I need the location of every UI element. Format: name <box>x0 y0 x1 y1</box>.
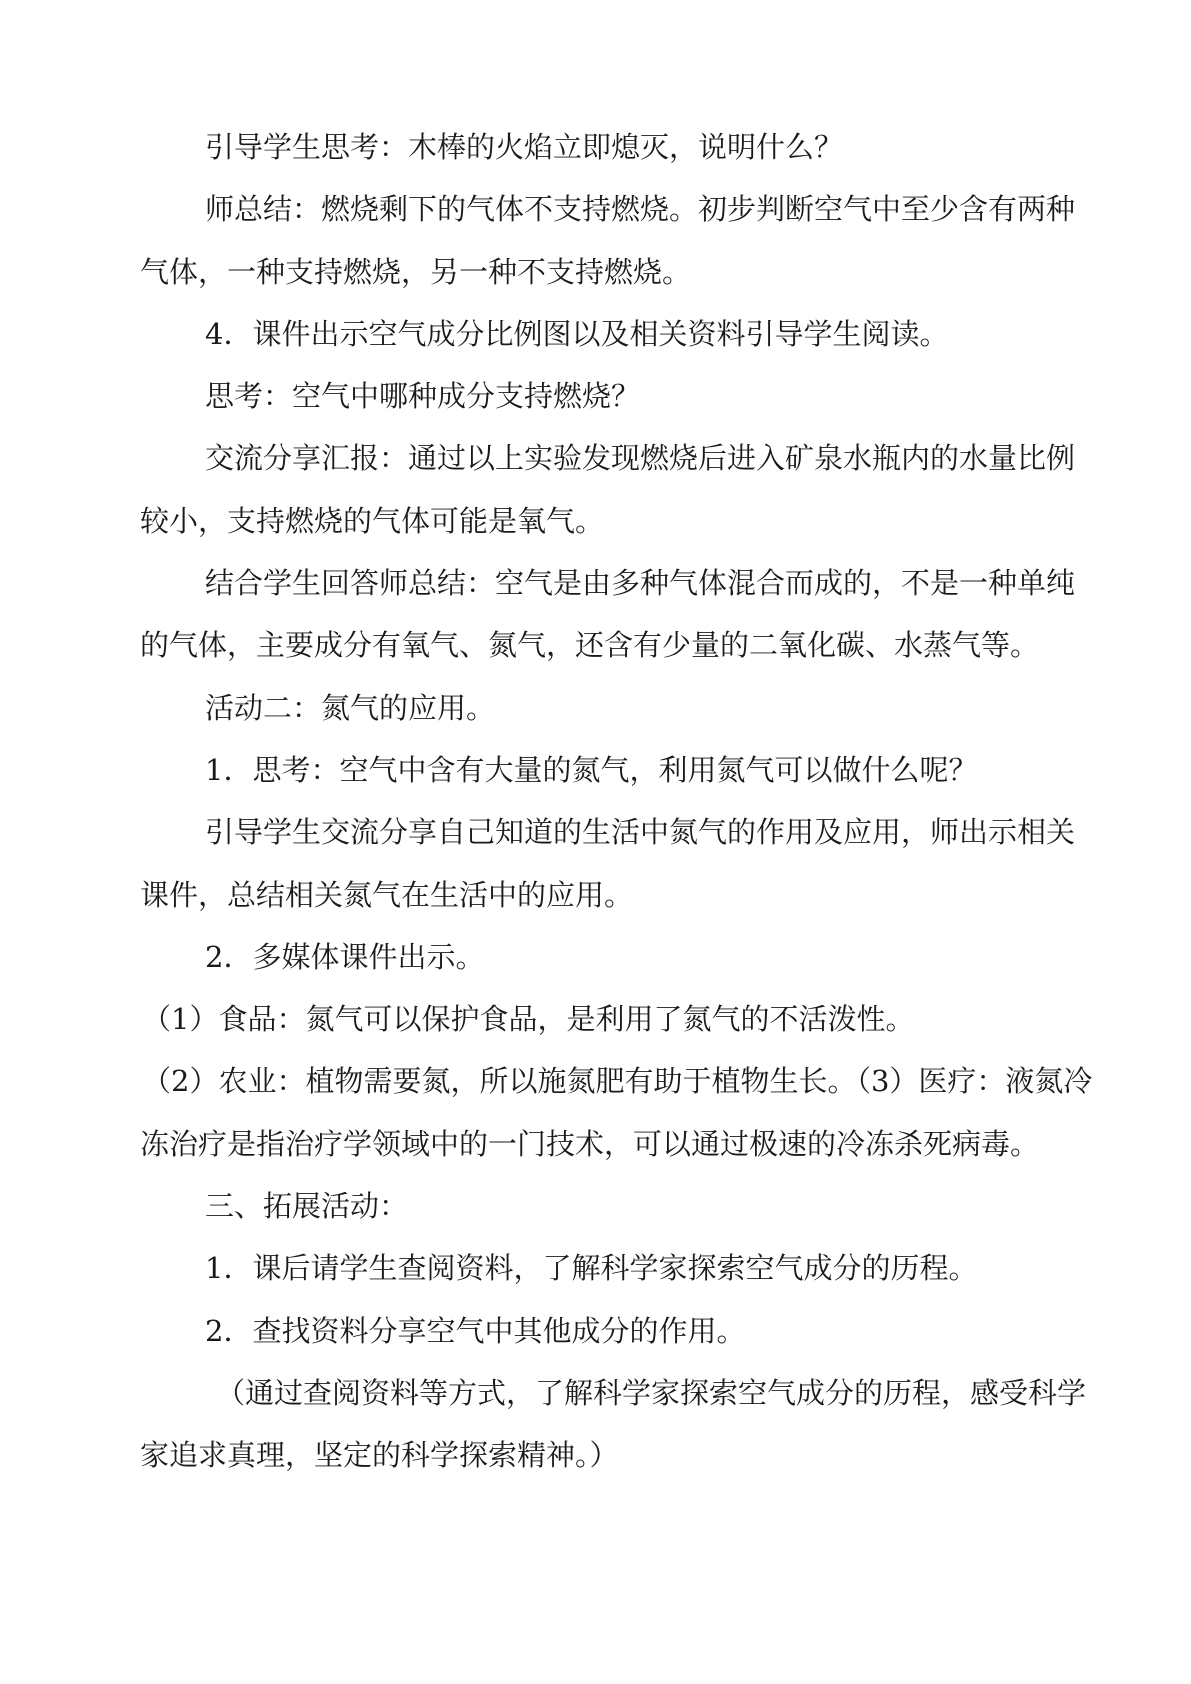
paragraph-line: 4．课件出示空气成分比例图以及相关资料引导学生阅读。 <box>205 316 949 351</box>
paragraph-line: 引导学生思考：木棒的火焰立即熄灭，说明什么？ <box>205 130 844 164</box>
paragraph-line: 气体，一种支持燃烧，另一种不支持燃烧。 <box>140 254 692 289</box>
paragraph-line: 课件，总结相关氮气在生活中的应用。 <box>140 877 634 912</box>
document-body <box>140 116 1093 1487</box>
paragraph-line: 活动二：氮气的应用。 <box>205 690 496 725</box>
paragraph-line: （通过查阅资料等方式，了解科学家探索空气成分的历程，感受科学 <box>216 1375 1087 1410</box>
paragraph-line: 冻治疗是指治疗学领域中的一门技术，可以通过极速的冷冻杀死病毒。 <box>140 1126 1040 1161</box>
paragraph-line: 结合学生回答师总结：空气是由多种气体混合而成的，不是一种单纯 <box>205 566 1076 601</box>
paragraph-line: 1．思考：空气中含有大量的氮气，利用氮气可以做什么呢？ <box>205 752 978 787</box>
paragraph-line: 思考：空气中哪种成分支持燃烧？ <box>205 379 641 414</box>
paragraph-line: 的气体，主要成分有氧气、氮气，还含有少量的二氧化碳、水蒸气等。 <box>140 628 1040 663</box>
paragraph-line: 1．课后请学生查阅资料，了解科学家探索空气成分的历程。 <box>205 1251 978 1286</box>
paragraph-line: 交流分享汇报：通过以上实验发现燃烧后进入矿泉水瓶内的水量比例 <box>205 441 1076 476</box>
paragraph-line: 家追求真理，坚定的科学探索精神。） <box>140 1438 619 1473</box>
paragraph-line: 2．查找资料分享空气中其他成分的作用。 <box>205 1313 746 1348</box>
paragraph-line: （1）食品：氮气可以保护食品，是利用了氮气的不活泼性。 <box>142 1002 915 1037</box>
paragraph-line: 较小，支持燃烧的气体可能是氧气。 <box>140 503 605 538</box>
paragraph-line: 引导学生交流分享自己知道的生活中氮气的作用及应用，师出示相关 <box>205 815 1076 850</box>
paragraph-line: 三、拓展活动： <box>205 1189 409 1224</box>
paragraph-line: （2）农业：植物需要氮，所以施氮肥有助于植物生长。（3）医疗：液氮冷 <box>142 1064 1093 1099</box>
paragraph-line: 师总结：燃烧剩下的气体不支持燃烧。初步判断空气中至少含有两种 <box>205 192 1076 227</box>
paragraph-line: 2．多媒体课件出示。 <box>205 939 485 974</box>
